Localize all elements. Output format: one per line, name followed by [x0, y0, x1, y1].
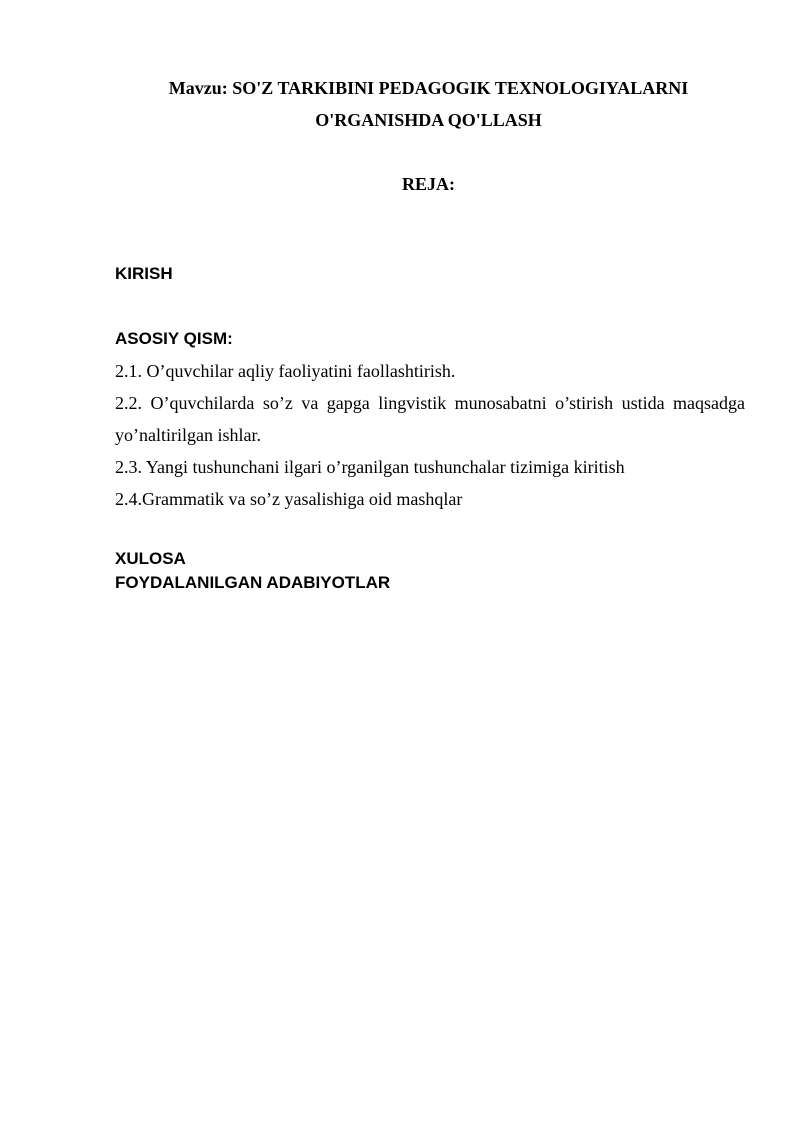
references-heading: FOYDALANILGAN ADABIYOTLAR — [115, 573, 391, 592]
list-item: 2.1. O’quvchilar aqliy faoliyatini faollashtirish. — [115, 361, 456, 381]
list-item: 2.4.Grammatik va so’z yasalishiga oid mashqlar — [115, 489, 463, 509]
main-section — [115, 327, 745, 515]
main-items-list — [115, 355, 745, 515]
conclusion-section — [115, 547, 745, 595]
title-line-2: O'RGANISHDA QO'LLASH — [315, 110, 542, 130]
intro-heading: KIRISH — [115, 264, 173, 283]
conclusion-heading: XULOSA — [115, 549, 186, 568]
title-line-1: Mavzu: SO'Z TARKIBINI PEDAGOGIK TEXNOLOGIYALARNI — [168, 78, 689, 98]
intro-section — [115, 262, 745, 286]
list-item: 2.2. O’quvchilarda so’z va gapga lingvistik munosabatni o’stirish ustida maqsadga yo’naltirilgan ishlar. — [115, 393, 745, 445]
plan-heading: REJA: — [402, 174, 455, 194]
list-item: 2.3. Yangi tushunchani ilgari o’rganilgan tushunchalar tizimiga kiritish — [115, 457, 625, 477]
document-title — [115, 72, 742, 136]
main-heading: ASOSIY QISM: — [115, 329, 233, 348]
